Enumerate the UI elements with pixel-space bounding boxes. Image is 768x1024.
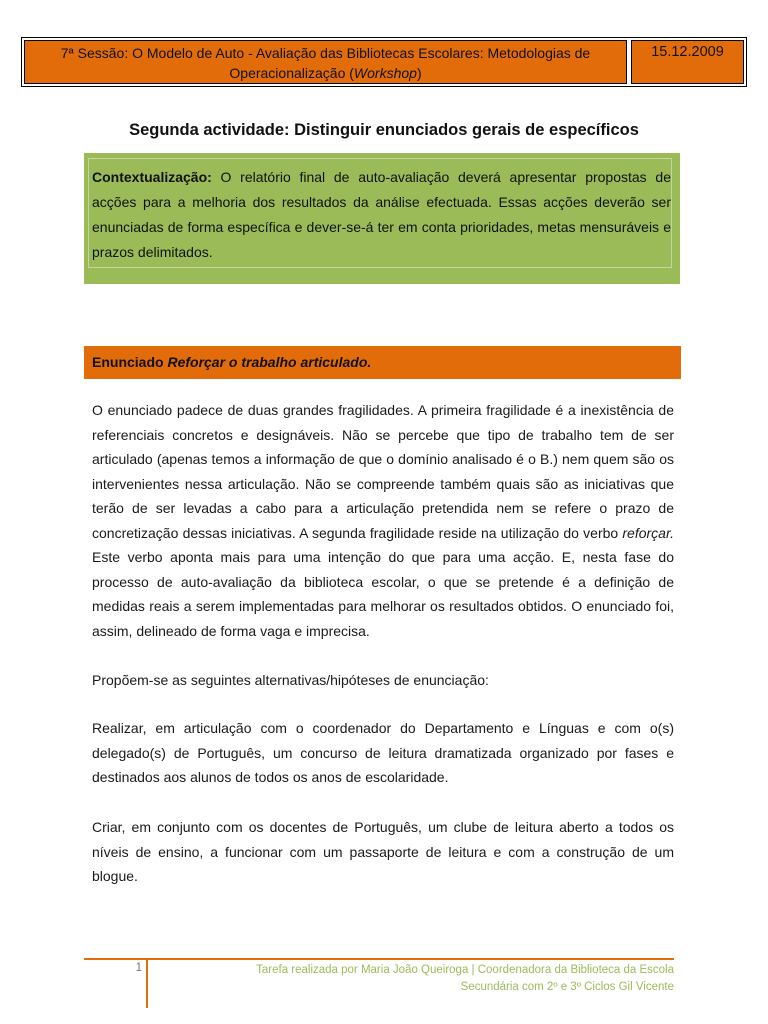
context-body: O relatório final de auto-avaliação deverá apresentar propostas de acções para a melhoria dos resultados da análise efectuada. Essas acções deverão ser enunciadas de forma específica e dever-se-á ter em conta prioridades, metas mensuráveis e prazos delimitados. <box>92 169 671 260</box>
context-panel <box>84 153 680 284</box>
session-date: 15.12.2009 <box>631 40 744 84</box>
session-title-line2-prefix: Operacionalização ( <box>229 65 354 81</box>
session-title <box>24 40 627 84</box>
enunciado-bar <box>84 346 681 379</box>
proposal-1: Realizar, em articulação com o coordenador do Departamento e Línguas e com o(s) delegado(s) de Português, um concurso de leitura dramatizada organizado por fases e destinados aos alunos de todos os anos de escolaridade. <box>92 720 674 785</box>
proposal-2: Criar, em conjunto com os docentes de Português, um clube de leitura aberto a todos os níveis de ensino, a funcionar com um passaporte de leitura e com a construção de um blogue. <box>92 819 674 884</box>
analysis-paragraph <box>92 398 674 643</box>
page-number: 1 <box>135 962 142 974</box>
enunciado-label: Enunciado <box>92 354 168 370</box>
analysis-text-before: O enunciado padece de duas grandes fragilidades. A primeira fragilidade é a inexistência de referenciais concretos e designáveis. Não se percebe que tipo de trabalho tem de ser articulado (apenas temos a informação de que o domínio analisado é o B.) nem quem são os intervenientes nessa articulação. Não se compreende também quais são as iniciativas que terão de ser levadas a cabo para a articulação pretendida nem se refere o prazo de concretização dessas iniciativas. A segunda fragilidade reside na utilização do verbo <box>92 402 674 541</box>
enunciado-text <box>92 354 371 370</box>
context-text <box>92 165 671 265</box>
footer-vertical-divider <box>146 958 148 1008</box>
session-title-line1: 7ª Sessão: O Modelo de Auto - Avaliação das Bibliotecas Escolares: Metodologias de <box>60 45 591 61</box>
session-title-line2-suffix: ) <box>416 65 422 81</box>
session-header <box>21 37 747 87</box>
footer-credit-line2: Secundária com 2º e 3º Ciclos Gil Vicente <box>460 981 674 993</box>
proposals-intro: Propõem-se as seguintes alternativas/hipóteses de enunciação: <box>92 672 489 688</box>
enunciado-statement: Reforçar o trabalho articulado. <box>167 354 372 370</box>
page-heading: Segunda actividade: Distinguir enunciados gerais de específicos <box>129 121 639 139</box>
footer-credit <box>160 962 674 996</box>
footer-credit-line1: Tarefa realizada por Maria João Queiroga | Coordenadora da Biblioteca da Escola <box>256 964 674 976</box>
analysis-verb: reforçar. <box>622 524 674 541</box>
context-label: Contextualização: <box>92 169 212 185</box>
analysis-text-after: Este verbo aponta mais para uma intenção do que para uma acção. E, nesta fase do processo de auto-avaliação da biblioteca escolar, o que se pretende é a definição de medidas reais a serem implementadas para melhorar os resultados obtidos. O enunciado foi, assim, delineado de forma vaga e imprecisa. <box>92 549 674 639</box>
session-title-workshop: Workshop <box>353 65 417 81</box>
footer-divider <box>84 958 674 960</box>
